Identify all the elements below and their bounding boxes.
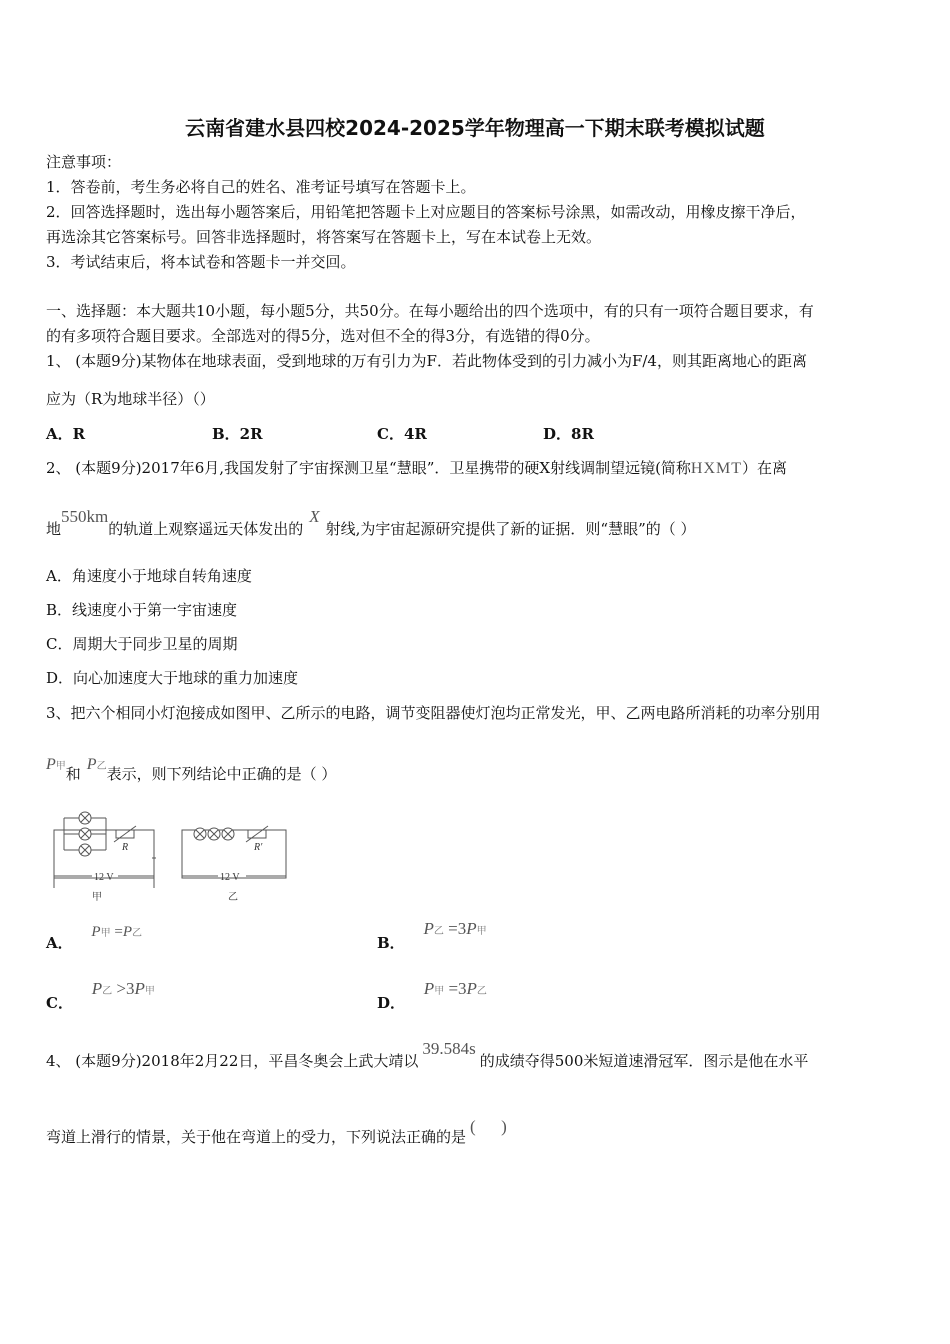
left-resistor-label: R bbox=[122, 842, 129, 853]
q1-option-a: A．R bbox=[46, 425, 86, 443]
q2-km: 550km bbox=[61, 507, 109, 526]
notice-item: 2．回答选择题时，选出每小题答案后，用铅笔把答题卡上对应题目的答案标号涂黑，如需改动，用橡皮擦干净后， bbox=[46, 203, 806, 221]
q2-option-d: D．向心加速度大于地球的重力加速度 bbox=[46, 669, 299, 687]
q3-text-end: 表示，则下列结论中正确的是（ ） bbox=[106, 765, 337, 783]
math-sub: 乙 bbox=[476, 986, 487, 997]
left-voltage-label: 12 V bbox=[94, 872, 114, 883]
p-sub-jia: 甲 bbox=[55, 761, 66, 772]
notice-heading: 注意事项： bbox=[46, 153, 122, 171]
math-sub: 乙 bbox=[433, 926, 444, 937]
right-caption: 乙 bbox=[228, 892, 238, 903]
math-sub: 甲 bbox=[100, 928, 111, 939]
p-symbol: P bbox=[86, 756, 97, 773]
math-sub: 甲 bbox=[476, 926, 487, 937]
q4-paren: ( ) bbox=[470, 1117, 507, 1136]
math-symbol: P bbox=[466, 979, 477, 998]
q2-x: X bbox=[309, 507, 320, 526]
q4-text-end: 的成绩夺得500米短道速滑冠军．图示是他在水平 bbox=[479, 1052, 809, 1070]
q2-text: 地 bbox=[46, 520, 62, 538]
math-symbol: P bbox=[91, 979, 103, 998]
question-4-stem bbox=[46, 1039, 809, 1072]
option-label: C． bbox=[46, 994, 73, 1012]
section-heading-cont: 的有多项符合题目要求。全部选对的得5分，选对但不全的得3分，有选错的得0分。 bbox=[46, 327, 600, 345]
question-3-stem: 3、把六个相同小灯泡接成如图甲、乙所示的电路，调节变阻器使灯泡均正常发光，甲、乙两电路所消耗的功率分别用 bbox=[46, 704, 821, 722]
math-sub: 甲 bbox=[144, 986, 155, 997]
p-sub-yi: 乙 bbox=[96, 761, 107, 772]
q1-option-d: D．8R bbox=[543, 425, 594, 443]
q2-option-b: B．线速度小于第一宇宙速度 bbox=[46, 601, 238, 619]
q3-option-d bbox=[377, 978, 487, 1012]
option-label: A． bbox=[46, 934, 73, 952]
math-symbol: P bbox=[91, 924, 101, 940]
math-op: = bbox=[114, 924, 123, 940]
q3-option-b bbox=[377, 918, 487, 952]
math-symbol: P bbox=[423, 979, 435, 998]
q1-option-b: B．2R bbox=[212, 425, 263, 443]
question-1-stem-cont: 应为（R为地球半径）（） bbox=[46, 390, 215, 408]
math-symbol: P bbox=[423, 919, 434, 938]
question-4-stem-cont bbox=[46, 1117, 507, 1148]
math-coef: 3 bbox=[458, 979, 467, 998]
math-sub: 甲 bbox=[434, 986, 445, 997]
q2-text-end: ）在离 bbox=[742, 459, 788, 477]
circuit-figure bbox=[46, 808, 296, 908]
math-op: = bbox=[448, 919, 458, 938]
math-sub: 乙 bbox=[102, 986, 113, 997]
notice-item: 1．答卷前，考生务必将自己的姓名、准考证号填写在答题卡上。 bbox=[46, 178, 476, 196]
left-circuit-wire bbox=[54, 830, 154, 878]
question-1-stem: 1、 (本题9分)某物体在地球表面，受到地球的万有引力为F．若此物体受到的引力减小为F/4，则其距离地心的距离 bbox=[46, 352, 807, 370]
q2-option-c: C．周期大于同步卫星的周期 bbox=[46, 635, 238, 653]
question-3-stem-cont bbox=[46, 756, 337, 788]
section-heading: 一、选择题：本大题共10小题，每小题5分，共50分。在每小题给出的四个选项中，有的只有一项符合题目要求，有 bbox=[46, 302, 814, 320]
math-op: > bbox=[116, 979, 126, 998]
right-resistor-label: R′ bbox=[254, 842, 263, 853]
notice-item: 再选涂其它答案标号。回答非选择题时，将答案写在答题卡上，写在本试卷上无效。 bbox=[46, 228, 602, 246]
question-2-stem bbox=[46, 457, 787, 480]
q4-time: 39.584s bbox=[422, 1039, 476, 1058]
p-symbol: P bbox=[46, 756, 56, 773]
option-label: B． bbox=[377, 934, 405, 952]
q2-option-a: A．角速度小于地球自转角速度 bbox=[46, 567, 252, 585]
math-sub: 乙 bbox=[131, 928, 142, 939]
q4-text: 4、 (本题9分)2018年2月22日，平昌冬奥会上武大靖以 bbox=[46, 1052, 419, 1070]
q2-text-end: 射线,为宇宙起源研究提供了新的证据．则“慧眼”的（ ） bbox=[325, 520, 696, 538]
math-symbol: P bbox=[134, 979, 145, 998]
notice-item: 3．考试结束后，将本试卷和答题卡一并交回。 bbox=[46, 253, 356, 271]
q4-text: 弯道上滑行的情景，关于他在弯道上的受力，下列说法正确的是 bbox=[46, 1128, 467, 1146]
q2-text: 2、 (本题9分)2017年6月,我国发射了宇宙探测卫星“慧眼”．卫星携带的硬X射线调制望远镜(简称 bbox=[46, 459, 691, 477]
math-symbol: P bbox=[122, 924, 132, 940]
math-op: = bbox=[448, 979, 459, 998]
option-label: D． bbox=[377, 994, 406, 1012]
q3-and: 和 bbox=[65, 765, 81, 783]
math-coef: 3 bbox=[125, 979, 135, 998]
page-title: 云南省建水县四校2024-2025学年物理高一下期末联考模拟试题 bbox=[185, 116, 765, 140]
math-coef: 3 bbox=[457, 919, 467, 938]
q2-hxmt: HXMT bbox=[690, 460, 743, 477]
q3-option-a bbox=[46, 920, 142, 952]
q3-option-c bbox=[46, 978, 155, 1012]
math-symbol: P bbox=[466, 919, 477, 938]
q2-text-mid: 的轨道上观察遥远天体发出的 bbox=[108, 520, 304, 538]
right-voltage-label: 12 V bbox=[220, 872, 240, 883]
left-caption: 甲 bbox=[92, 892, 102, 903]
question-2-stem-cont bbox=[46, 507, 696, 540]
q1-option-c: C．4R bbox=[377, 425, 427, 443]
